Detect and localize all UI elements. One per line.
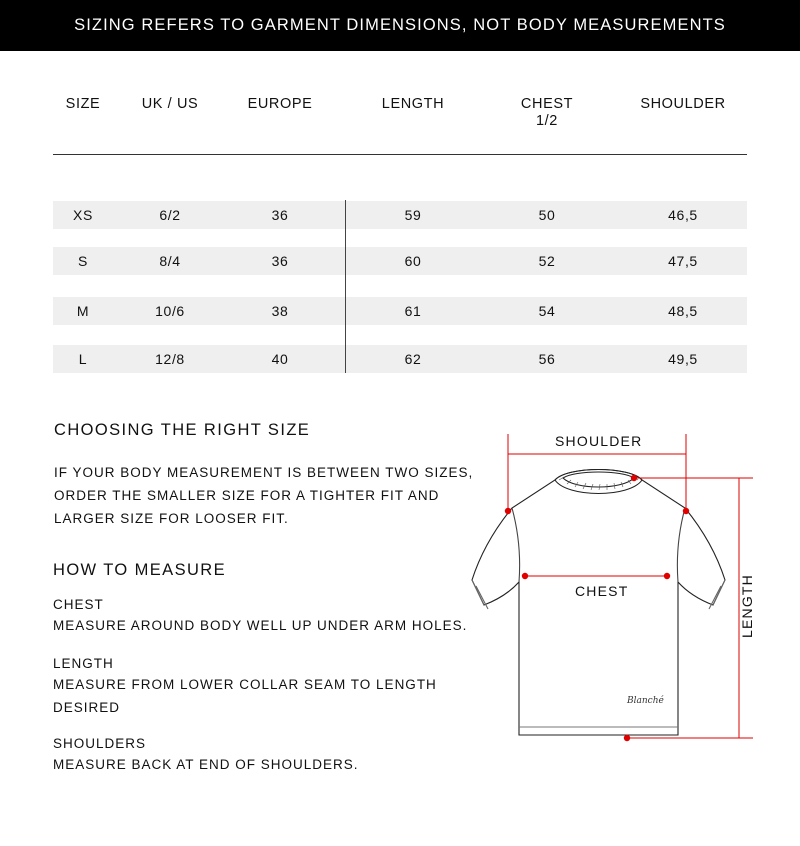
left-sleeve-hem (472, 580, 488, 609)
cell-length: 61 (404, 303, 422, 319)
choosing-title: CHOOSING THE RIGHT SIZE (54, 421, 311, 439)
chest-point-left (522, 573, 528, 579)
chest-line: MEASURE AROUND BODY WELL UP UNDER ARM HOLES. (53, 618, 468, 633)
banner: SIZING REFERS TO GARMENT DIMENSIONS, NOT BODY MEASUREMENTS (0, 0, 800, 51)
how-title: HOW TO MEASURE (53, 561, 227, 579)
cell-length: 62 (404, 351, 422, 367)
tshirt-diagram (455, 420, 800, 750)
length-text (53, 673, 437, 719)
choosing-line: ORDER THE SMALLER SIZE FOR A TIGHTER FIT AND (54, 488, 440, 503)
table-row (53, 201, 747, 229)
chest-label: CHEST (53, 597, 104, 612)
chest-diagram-label: CHEST (575, 583, 629, 599)
cell-chest: 54 (538, 303, 556, 319)
cell-europe: 38 (271, 303, 289, 319)
cell-shoulder: 46,5 (668, 207, 698, 223)
collar-inner (563, 472, 634, 487)
header-shoulder: SHOULDER (640, 96, 726, 112)
brand-mark: Blanché (627, 696, 664, 706)
shoulder-point-right (683, 508, 689, 514)
length-label: LENGTH (53, 656, 114, 671)
header-divider (53, 154, 747, 155)
right-sleeve-hem (709, 580, 725, 609)
choosing-line: LARGER SIZE FOR LOOSER FIT. (54, 511, 289, 526)
header-size: SIZE (65, 96, 101, 112)
cell-uk-us: 10/6 (155, 303, 185, 319)
cell-uk-us: 8/4 (159, 253, 181, 269)
cell-size: S (78, 253, 88, 269)
collar-seam-point (631, 475, 637, 481)
length-line: DESIRED (53, 700, 121, 715)
cell-chest: 56 (538, 351, 556, 367)
shoulder-label: SHOULDER (555, 433, 643, 449)
cell-europe: 36 (271, 253, 289, 269)
cell-size: M (76, 303, 90, 319)
header-length: LENGTH (381, 96, 445, 112)
chest-text (53, 614, 467, 637)
left-armhole (512, 508, 520, 582)
right-armhole (677, 508, 685, 582)
length-diagram-label: LENGTH (739, 574, 755, 638)
cell-chest: 50 (538, 207, 556, 223)
table-row (53, 297, 747, 325)
cell-length: 60 (404, 253, 422, 269)
cell-shoulder: 48,5 (668, 303, 698, 319)
length-line: MEASURE FROM LOWER COLLAR SEAM TO LENGTH (53, 677, 437, 692)
cell-size: L (78, 351, 88, 367)
header-uk-us: UK / US (141, 96, 199, 112)
size-table-header (53, 96, 747, 136)
cell-europe: 40 (271, 351, 289, 367)
shoulder-point-left (505, 508, 511, 514)
shoulders-label: SHOULDERS (53, 736, 147, 751)
column-divider (345, 200, 346, 373)
cell-chest: 52 (538, 253, 556, 269)
choosing-line: IF YOUR BODY MEASUREMENT IS BETWEEN TWO SIZES, (54, 465, 474, 480)
cell-size: XS (73, 207, 93, 223)
shoulders-line: MEASURE BACK AT END OF SHOULDERS. (53, 757, 359, 772)
cell-length: 59 (404, 207, 422, 223)
table-row (53, 247, 747, 275)
cell-shoulder: 47,5 (668, 253, 698, 269)
shoulders-text (53, 753, 359, 776)
header-chest: CHEST 1/2 (520, 96, 574, 129)
chest-point-right (664, 573, 670, 579)
cell-shoulder: 49,5 (668, 351, 698, 367)
hem-point (624, 735, 630, 741)
cell-europe: 36 (271, 207, 289, 223)
table-row (53, 345, 747, 373)
header-europe: EUROPE (247, 96, 313, 112)
cell-uk-us: 6/2 (159, 207, 181, 223)
choosing-text (54, 461, 473, 530)
cell-uk-us: 12/8 (155, 351, 185, 367)
